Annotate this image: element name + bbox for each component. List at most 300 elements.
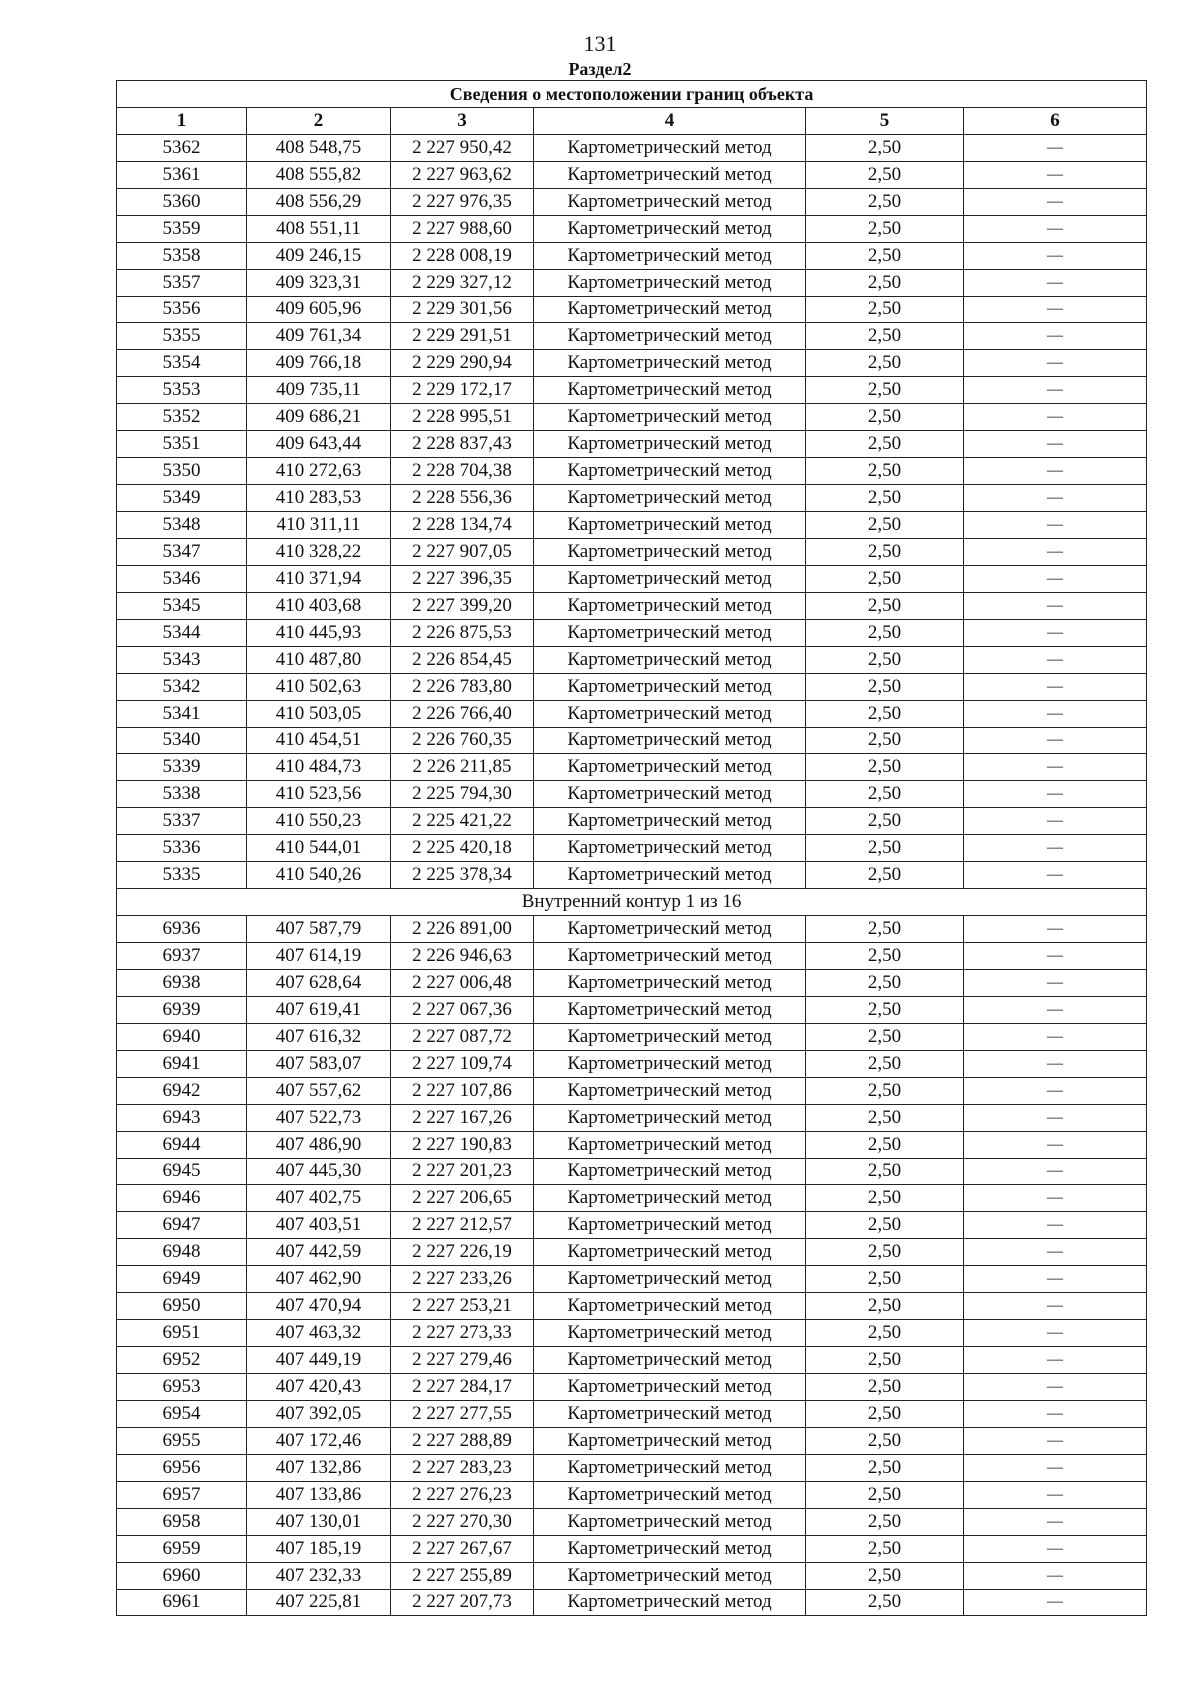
y-coordinate-cell: 2 226 854,45 [391,646,534,673]
point-number-cell: 5340 [117,727,247,754]
table-row [117,1347,1147,1374]
accuracy-cell: 2,50 [806,269,964,296]
point-number-cell: 6952 [117,1347,247,1374]
table-row [117,1374,1147,1401]
accuracy-cell: 2,50 [806,565,964,592]
method-cell: Картометрический метод [534,592,806,619]
point-number-cell: 5341 [117,700,247,727]
description-cell: — [964,754,1147,781]
y-coordinate-cell: 2 226 946,63 [391,943,534,970]
x-coordinate-cell: 409 643,44 [247,431,391,458]
accuracy-cell: 2,50 [806,1266,964,1293]
accuracy-cell: 2,50 [806,1481,964,1508]
x-coordinate-cell: 407 616,32 [247,1023,391,1050]
x-coordinate-cell: 410 445,93 [247,619,391,646]
point-number-cell: 6960 [117,1562,247,1589]
x-coordinate-cell: 409 766,18 [247,350,391,377]
y-coordinate-cell: 2 227 087,72 [391,1023,534,1050]
x-coordinate-cell: 410 272,63 [247,458,391,485]
description-cell: — [964,673,1147,700]
description-cell: — [964,538,1147,565]
method-cell: Картометрический метод [534,619,806,646]
point-number-cell: 6959 [117,1535,247,1562]
method-cell: Картометрический метод [534,646,806,673]
y-coordinate-cell: 2 227 190,83 [391,1131,534,1158]
table-row [117,296,1147,323]
x-coordinate-cell: 407 403,51 [247,1212,391,1239]
table-title-row [117,81,1147,108]
method-cell: Картометрический метод [534,1212,806,1239]
accuracy-cell: 2,50 [806,1427,964,1454]
table-row [117,350,1147,377]
table-row [117,916,1147,943]
point-number-cell: 5362 [117,134,247,161]
table-row [117,538,1147,565]
y-coordinate-cell: 2 227 226,19 [391,1239,534,1266]
x-coordinate-cell: 409 735,11 [247,377,391,404]
table-row [117,1400,1147,1427]
accuracy-cell: 2,50 [806,862,964,889]
table-row [117,969,1147,996]
y-coordinate-cell: 2 228 837,43 [391,431,534,458]
y-coordinate-cell: 2 227 276,23 [391,1481,534,1508]
x-coordinate-cell: 407 619,41 [247,996,391,1023]
method-cell: Картометрический метод [534,1131,806,1158]
x-coordinate-cell: 410 502,63 [247,673,391,700]
x-coordinate-cell: 407 442,59 [247,1239,391,1266]
accuracy-cell: 2,50 [806,512,964,539]
table-row [117,1077,1147,1104]
method-cell: Картометрический метод [534,969,806,996]
y-coordinate-cell: 2 226 760,35 [391,727,534,754]
method-cell: Картометрический метод [534,1562,806,1589]
x-coordinate-cell: 407 449,19 [247,1347,391,1374]
table-row [117,1427,1147,1454]
method-cell: Картометрический метод [534,485,806,512]
description-cell: — [964,1320,1147,1347]
accuracy-cell: 2,50 [806,943,964,970]
y-coordinate-cell: 2 225 421,22 [391,808,534,835]
method-cell: Картометрический метод [534,1077,806,1104]
point-number-cell: 5336 [117,835,247,862]
x-coordinate-cell: 407 522,73 [247,1104,391,1131]
x-coordinate-cell: 407 462,90 [247,1266,391,1293]
point-number-cell: 6947 [117,1212,247,1239]
y-coordinate-cell: 2 227 288,89 [391,1427,534,1454]
x-coordinate-cell: 407 130,01 [247,1508,391,1535]
method-cell: Картометрический метод [534,808,806,835]
contour-label-row [117,889,1147,916]
y-coordinate-cell: 2 228 008,19 [391,242,534,269]
accuracy-cell: 2,50 [806,1374,964,1401]
table-body [117,134,1147,1616]
point-number-cell: 6940 [117,1023,247,1050]
point-number-cell: 5343 [117,646,247,673]
accuracy-cell: 2,50 [806,458,964,485]
x-coordinate-cell: 410 540,26 [247,862,391,889]
description-cell: — [964,404,1147,431]
x-coordinate-cell: 408 555,82 [247,161,391,188]
point-number-cell: 6961 [117,1589,247,1616]
y-coordinate-cell: 2 227 277,55 [391,1400,534,1427]
description-cell: — [964,1400,1147,1427]
x-coordinate-cell: 407 557,62 [247,1077,391,1104]
y-coordinate-cell: 2 227 109,74 [391,1050,534,1077]
table-row [117,565,1147,592]
y-coordinate-cell: 2 227 283,23 [391,1454,534,1481]
column-header: 6 [964,107,1147,134]
y-coordinate-cell: 2 227 212,57 [391,1212,534,1239]
accuracy-cell: 2,50 [806,619,964,646]
method-cell: Картометрический метод [534,538,806,565]
point-number-cell: 6953 [117,1374,247,1401]
method-cell: Картометрический метод [534,1293,806,1320]
accuracy-cell: 2,50 [806,1454,964,1481]
accuracy-cell: 2,50 [806,1050,964,1077]
table-row [117,1562,1147,1589]
table-row [117,458,1147,485]
table-row [117,646,1147,673]
y-coordinate-cell: 2 226 783,80 [391,673,534,700]
table-row [117,404,1147,431]
point-number-cell: 5345 [117,592,247,619]
description-cell: — [964,1077,1147,1104]
point-number-cell: 5335 [117,862,247,889]
accuracy-cell: 2,50 [806,1347,964,1374]
x-coordinate-cell: 409 761,34 [247,323,391,350]
method-cell: Картометрический метод [534,996,806,1023]
x-coordinate-cell: 410 403,68 [247,592,391,619]
accuracy-cell: 2,50 [806,781,964,808]
method-cell: Картометрический метод [534,565,806,592]
method-cell: Картометрический метод [534,1239,806,1266]
description-cell: — [964,808,1147,835]
method-cell: Картометрический метод [534,916,806,943]
point-number-cell: 5352 [117,404,247,431]
x-coordinate-cell: 409 323,31 [247,269,391,296]
table-row [117,1023,1147,1050]
method-cell: Картометрический метод [534,754,806,781]
description-cell: — [964,269,1147,296]
y-coordinate-cell: 2 225 378,34 [391,862,534,889]
point-number-cell: 6956 [117,1454,247,1481]
description-cell: — [964,188,1147,215]
table-row [117,1266,1147,1293]
y-coordinate-cell: 2 227 273,33 [391,1320,534,1347]
x-coordinate-cell: 410 371,94 [247,565,391,592]
point-number-cell: 5357 [117,269,247,296]
accuracy-cell: 2,50 [806,296,964,323]
method-cell: Картометрический метод [534,700,806,727]
x-coordinate-cell: 410 328,22 [247,538,391,565]
accuracy-cell: 2,50 [806,1293,964,1320]
point-number-cell: 5361 [117,161,247,188]
x-coordinate-cell: 409 605,96 [247,296,391,323]
table-row [117,808,1147,835]
accuracy-cell: 2,50 [806,323,964,350]
description-cell: — [964,1562,1147,1589]
method-cell: Картометрический метод [534,1481,806,1508]
point-number-cell: 5342 [117,673,247,700]
y-coordinate-cell: 2 227 206,65 [391,1185,534,1212]
accuracy-cell: 2,50 [806,700,964,727]
method-cell: Картометрический метод [534,350,806,377]
point-number-cell: 5349 [117,485,247,512]
y-coordinate-cell: 2 227 067,36 [391,996,534,1023]
table-row [117,1535,1147,1562]
point-number-cell: 6936 [117,916,247,943]
point-number-cell: 5350 [117,458,247,485]
x-coordinate-cell: 407 392,05 [247,1400,391,1427]
y-coordinate-cell: 2 229 327,12 [391,269,534,296]
point-number-cell: 5344 [117,619,247,646]
method-cell: Картометрический метод [534,458,806,485]
table-title: Сведения о местоположении границ объекта [117,81,1147,108]
method-cell: Картометрический метод [534,377,806,404]
table-row [117,1239,1147,1266]
x-coordinate-cell: 410 550,23 [247,808,391,835]
description-cell: — [964,1374,1147,1401]
accuracy-cell: 2,50 [806,835,964,862]
table-row [117,512,1147,539]
x-coordinate-cell: 407 420,43 [247,1374,391,1401]
description-cell: — [964,943,1147,970]
table-row [117,188,1147,215]
point-number-cell: 5354 [117,350,247,377]
accuracy-cell: 2,50 [806,673,964,700]
accuracy-cell: 2,50 [806,996,964,1023]
y-coordinate-cell: 2 229 172,17 [391,377,534,404]
x-coordinate-cell: 410 484,73 [247,754,391,781]
accuracy-cell: 2,50 [806,538,964,565]
x-coordinate-cell: 410 283,53 [247,485,391,512]
x-coordinate-cell: 407 133,86 [247,1481,391,1508]
page-number: 131 [583,31,617,56]
table-row [117,1104,1147,1131]
table-row [117,673,1147,700]
x-coordinate-cell: 407 463,32 [247,1320,391,1347]
description-cell: — [964,1050,1147,1077]
table-row [117,862,1147,889]
accuracy-cell: 2,50 [806,242,964,269]
accuracy-cell: 2,50 [806,727,964,754]
point-number-cell: 6945 [117,1158,247,1185]
method-cell: Картометрический метод [534,1266,806,1293]
x-coordinate-cell: 407 132,86 [247,1454,391,1481]
x-coordinate-cell: 408 548,75 [247,134,391,161]
y-coordinate-cell: 2 229 301,56 [391,296,534,323]
table-row [117,161,1147,188]
x-coordinate-cell: 410 454,51 [247,727,391,754]
method-cell: Картометрический метод [534,862,806,889]
method-cell: Картометрический метод [534,296,806,323]
y-coordinate-cell: 2 226 891,00 [391,916,534,943]
x-coordinate-cell: 407 185,19 [247,1535,391,1562]
point-number-cell: 6943 [117,1104,247,1131]
accuracy-cell: 2,50 [806,485,964,512]
point-number-cell: 6951 [117,1320,247,1347]
table-row [117,215,1147,242]
table-row [117,323,1147,350]
method-cell: Картометрический метод [534,188,806,215]
x-coordinate-cell: 407 402,75 [247,1185,391,1212]
point-number-cell: 5358 [117,242,247,269]
accuracy-cell: 2,50 [806,404,964,431]
description-cell: — [964,1508,1147,1535]
table-row [117,1508,1147,1535]
description-cell: — [964,377,1147,404]
table-row [117,485,1147,512]
point-number-cell: 5359 [117,215,247,242]
accuracy-cell: 2,50 [806,1535,964,1562]
accuracy-cell: 2,50 [806,1400,964,1427]
method-cell: Картометрический метод [534,1427,806,1454]
table-row [117,431,1147,458]
x-coordinate-cell: 407 587,79 [247,916,391,943]
x-coordinate-cell: 407 628,64 [247,969,391,996]
accuracy-cell: 2,50 [806,161,964,188]
point-number-cell: 6957 [117,1481,247,1508]
y-coordinate-cell: 2 226 211,85 [391,754,534,781]
description-cell: — [964,215,1147,242]
table-row [117,1454,1147,1481]
method-cell: Картометрический метод [534,1454,806,1481]
point-number-cell: 5353 [117,377,247,404]
y-coordinate-cell: 2 229 290,94 [391,350,534,377]
y-coordinate-cell: 2 227 963,62 [391,161,534,188]
coordinates-table [116,80,1147,1616]
accuracy-cell: 2,50 [806,1131,964,1158]
y-coordinate-cell: 2 227 907,05 [391,538,534,565]
table-row [117,592,1147,619]
x-coordinate-cell: 407 470,94 [247,1293,391,1320]
y-coordinate-cell: 2 227 201,23 [391,1158,534,1185]
description-cell: — [964,565,1147,592]
x-coordinate-cell: 408 551,11 [247,215,391,242]
y-coordinate-cell: 2 227 950,42 [391,134,534,161]
y-coordinate-cell: 2 227 396,35 [391,565,534,592]
accuracy-cell: 2,50 [806,1562,964,1589]
description-cell: — [964,996,1147,1023]
description-cell: — [964,781,1147,808]
point-number-cell: 6938 [117,969,247,996]
x-coordinate-cell: 407 486,90 [247,1131,391,1158]
accuracy-cell: 2,50 [806,134,964,161]
table-row [117,727,1147,754]
method-cell: Картометрический метод [534,1320,806,1347]
description-cell: — [964,1185,1147,1212]
table-row [117,1293,1147,1320]
description-cell: — [964,592,1147,619]
method-cell: Картометрический метод [534,215,806,242]
table-row [117,754,1147,781]
description-cell: — [964,700,1147,727]
description-cell: — [964,1454,1147,1481]
point-number-cell: 5348 [117,512,247,539]
x-coordinate-cell: 407 232,33 [247,1562,391,1589]
point-number-cell: 6941 [117,1050,247,1077]
method-cell: Картометрический метод [534,1185,806,1212]
point-number-cell: 5338 [117,781,247,808]
point-number-cell: 5351 [117,431,247,458]
description-cell: — [964,161,1147,188]
point-number-cell: 5337 [117,808,247,835]
description-cell: — [964,485,1147,512]
accuracy-cell: 2,50 [806,1589,964,1616]
accuracy-cell: 2,50 [806,916,964,943]
description-cell: — [964,1239,1147,1266]
description-cell: — [964,916,1147,943]
column-header: 2 [247,107,391,134]
y-coordinate-cell: 2 227 253,21 [391,1293,534,1320]
method-cell: Картометрический метод [534,1535,806,1562]
table-row [117,700,1147,727]
table-row [117,943,1147,970]
y-coordinate-cell: 2 227 255,89 [391,1562,534,1589]
method-cell: Картометрический метод [534,727,806,754]
contour-label: Внутренний контур 1 из 16 [117,889,1147,916]
table-row [117,1481,1147,1508]
accuracy-cell: 2,50 [806,1158,964,1185]
y-coordinate-cell: 2 227 976,35 [391,188,534,215]
accuracy-cell: 2,50 [806,1239,964,1266]
x-coordinate-cell: 407 583,07 [247,1050,391,1077]
method-cell: Картометрический метод [534,1374,806,1401]
y-coordinate-cell: 2 228 134,74 [391,512,534,539]
description-cell: — [964,1589,1147,1616]
x-coordinate-cell: 410 544,01 [247,835,391,862]
method-cell: Картометрический метод [534,1508,806,1535]
y-coordinate-cell: 2 225 794,30 [391,781,534,808]
table-row [117,377,1147,404]
accuracy-cell: 2,50 [806,377,964,404]
method-cell: Картометрический метод [534,1347,806,1374]
section-title: Раздел2 [568,59,632,79]
y-coordinate-cell: 2 227 284,17 [391,1374,534,1401]
table-row [117,134,1147,161]
accuracy-cell: 2,50 [806,646,964,673]
column-header: 5 [806,107,964,134]
description-cell: — [964,1481,1147,1508]
y-coordinate-cell: 2 227 006,48 [391,969,534,996]
method-cell: Картометрический метод [534,242,806,269]
point-number-cell: 6955 [117,1427,247,1454]
method-cell: Картометрический метод [534,1589,806,1616]
table-row [117,835,1147,862]
table-row [117,1185,1147,1212]
accuracy-cell: 2,50 [806,1320,964,1347]
y-coordinate-cell: 2 227 279,46 [391,1347,534,1374]
method-cell: Картометрический метод [534,404,806,431]
method-cell: Картометрический метод [534,1104,806,1131]
table-row [117,1050,1147,1077]
table-row [117,1158,1147,1185]
accuracy-cell: 2,50 [806,431,964,458]
method-cell: Картометрический метод [534,1158,806,1185]
table-row [117,996,1147,1023]
accuracy-cell: 2,50 [806,1023,964,1050]
x-coordinate-cell: 410 523,56 [247,781,391,808]
y-coordinate-cell: 2 227 207,73 [391,1589,534,1616]
x-coordinate-cell: 407 172,46 [247,1427,391,1454]
accuracy-cell: 2,50 [806,350,964,377]
x-coordinate-cell: 409 246,15 [247,242,391,269]
point-number-cell: 5355 [117,323,247,350]
description-cell: — [964,431,1147,458]
x-coordinate-cell: 410 487,80 [247,646,391,673]
description-cell: — [964,862,1147,889]
point-number-cell: 6939 [117,996,247,1023]
